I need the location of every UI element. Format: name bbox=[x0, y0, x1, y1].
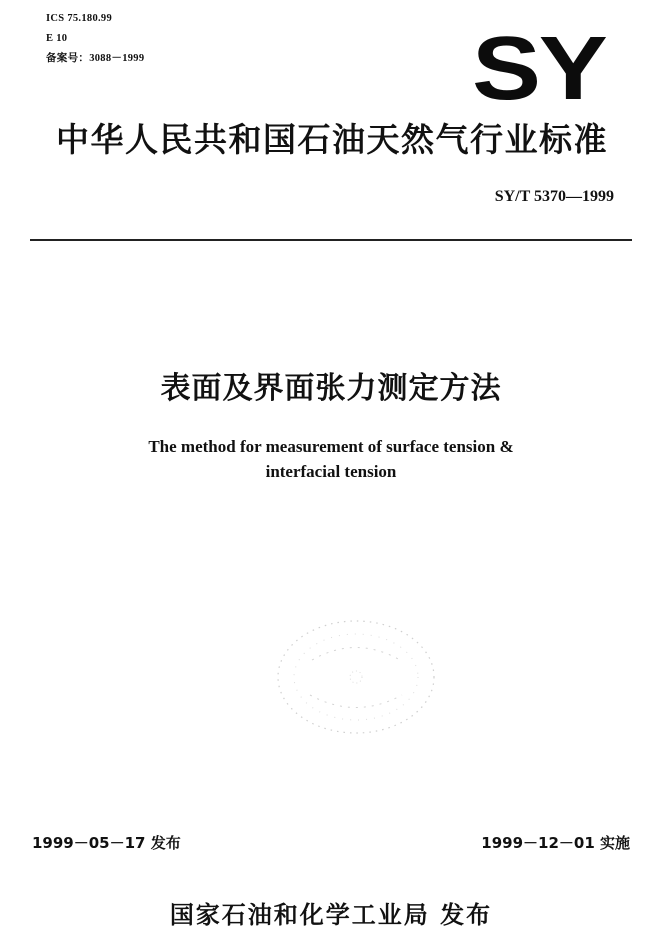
document-title-en-line2: interfacial tension bbox=[265, 462, 397, 481]
standard-issuing-body: 中华人民共和国石油天然气行业标准 bbox=[56, 120, 608, 159]
document-title-en-line1: The method for measurement of surface tension & bbox=[148, 437, 514, 456]
standard-code: SY/T 5370—1999 bbox=[494, 188, 614, 205]
header-divider bbox=[30, 239, 632, 241]
ics-number: ICS 75.180.99 bbox=[46, 13, 113, 24]
document-title-zh: 表面及界面张力测定方法 bbox=[160, 371, 502, 406]
record-number: 备案号：3088－1999 bbox=[46, 53, 145, 64]
issue-date: 1999－05－17 发布 bbox=[32, 834, 181, 852]
category-code: E 10 bbox=[46, 33, 68, 44]
faded-seal-stamp bbox=[272, 615, 440, 740]
publisher: 国家石油和化学工业局 发布 bbox=[169, 901, 493, 929]
sy-logo: SY bbox=[472, 19, 606, 119]
implementation-date: 1999－12－01 实施 bbox=[481, 834, 630, 852]
